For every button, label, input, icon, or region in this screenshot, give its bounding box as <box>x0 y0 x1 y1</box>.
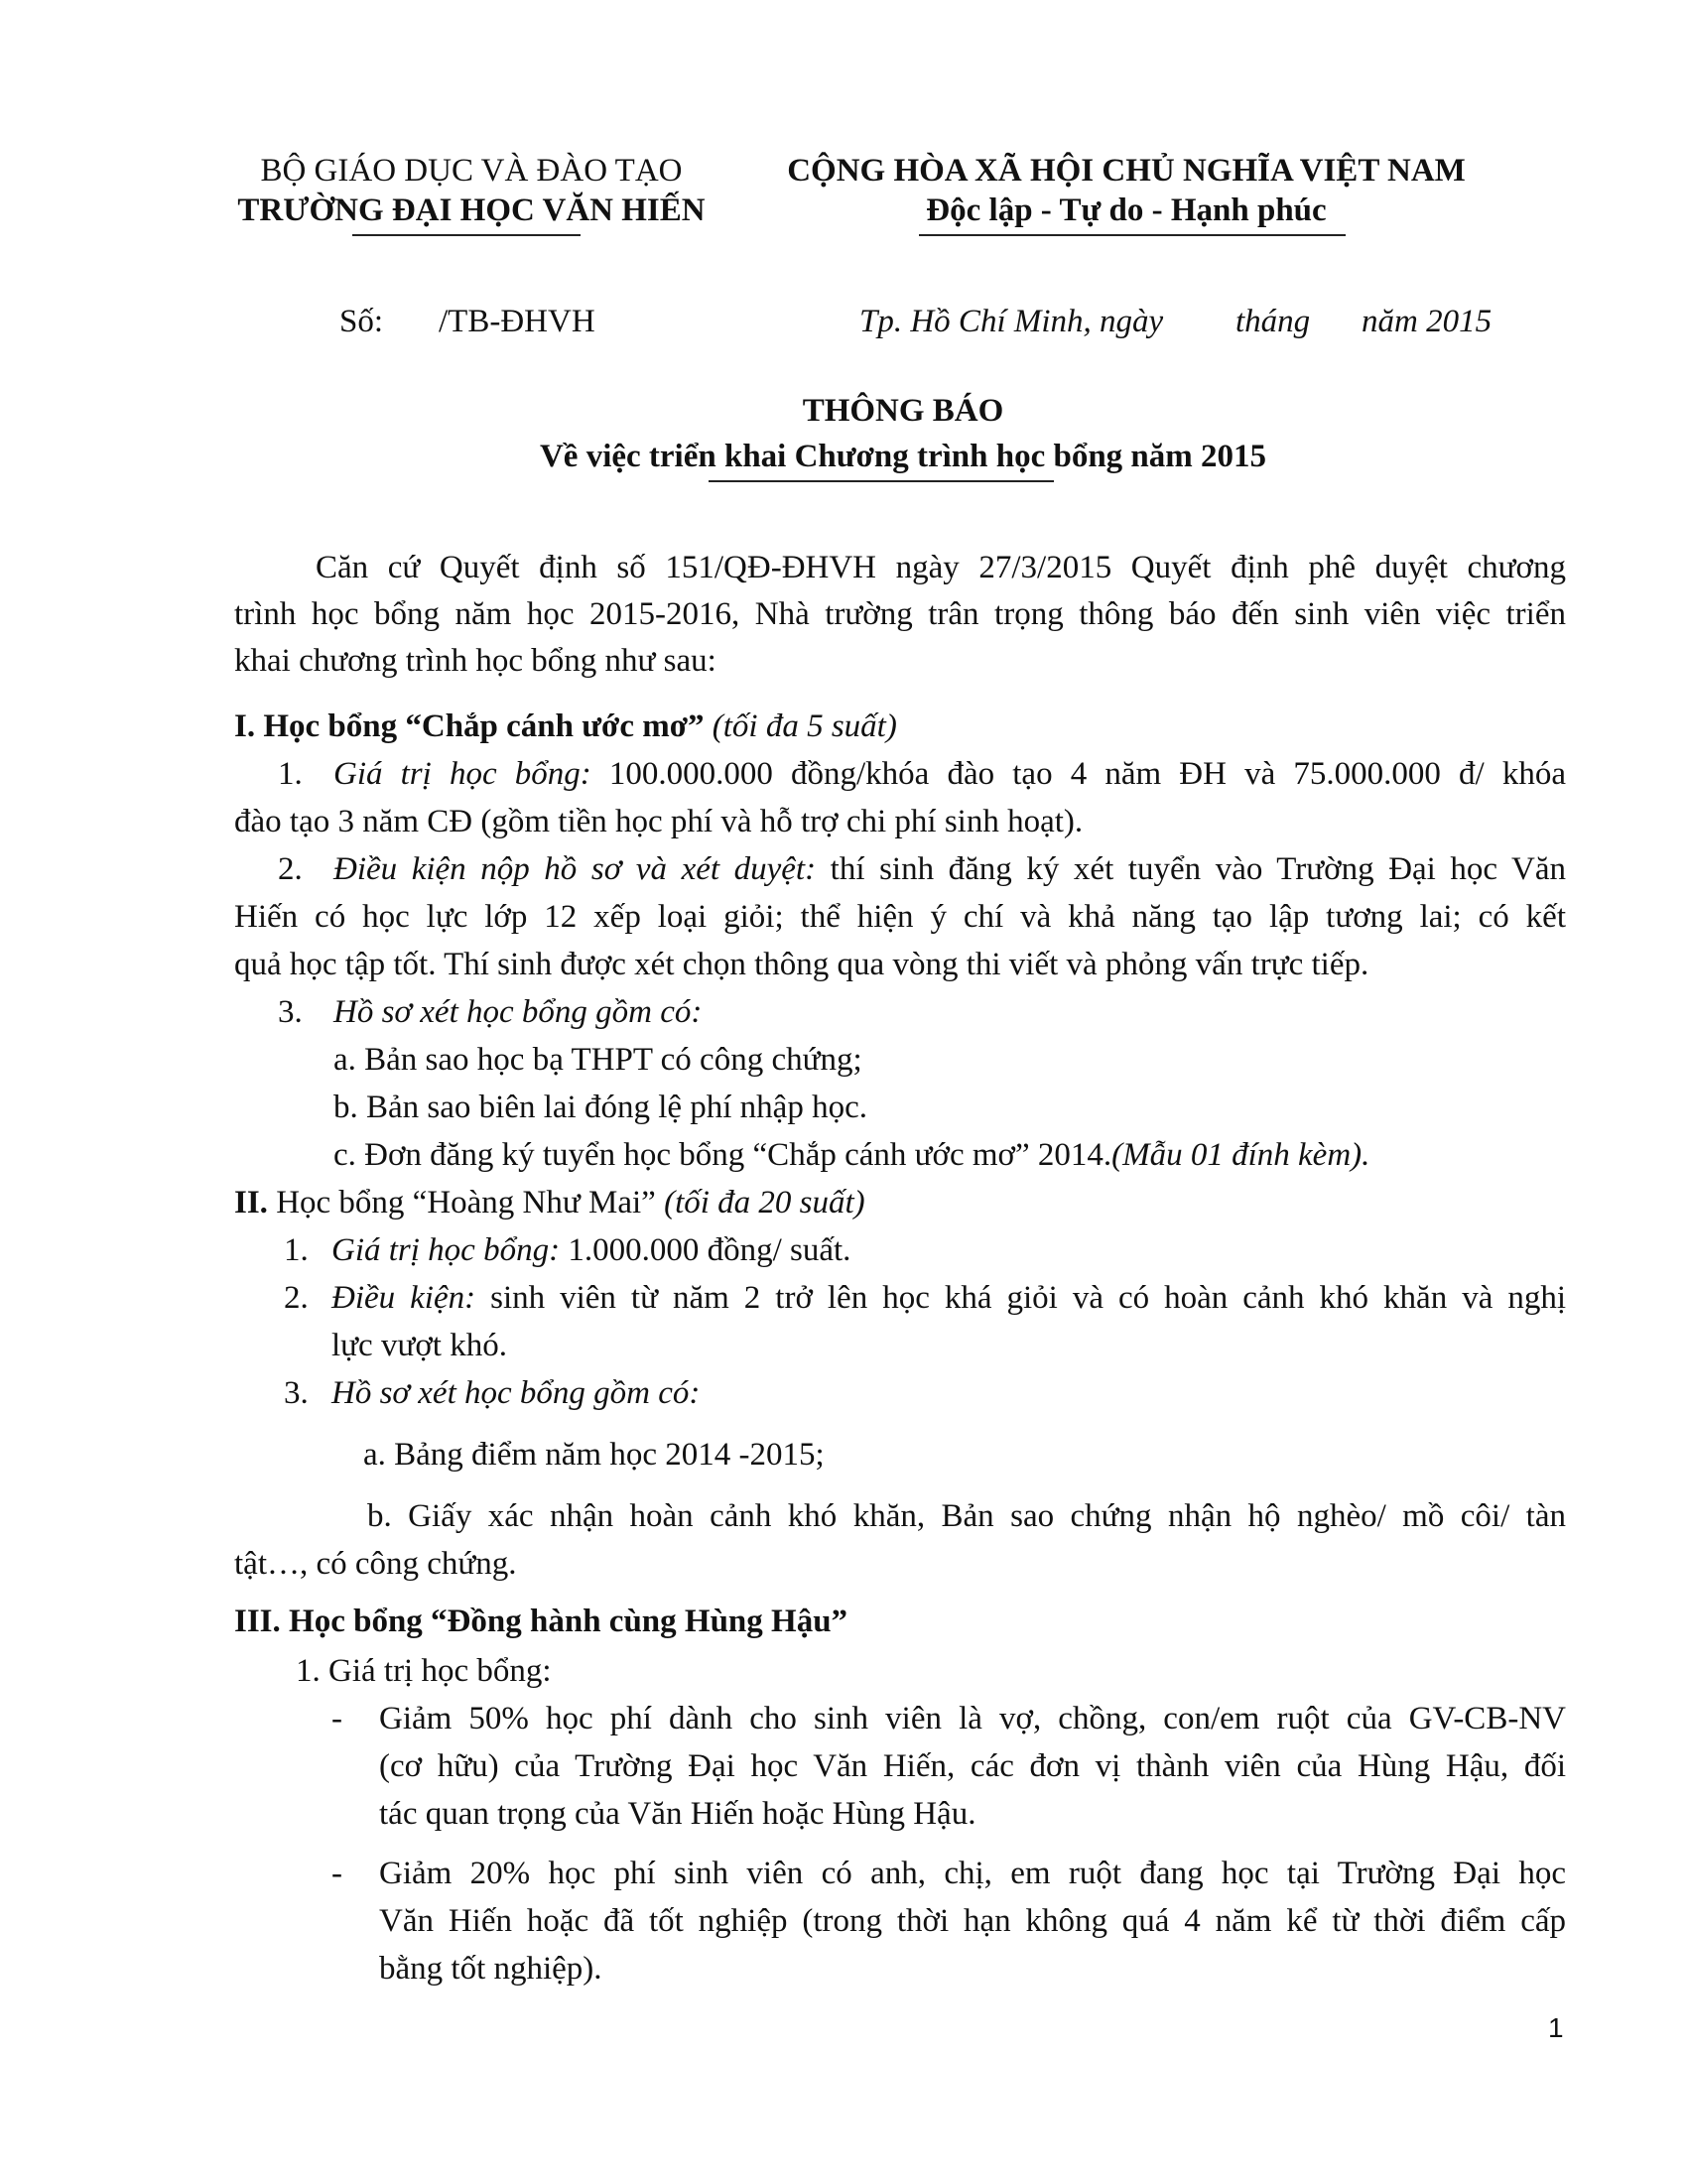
s2-item-1-label: Giá trị học bổng: <box>331 1232 561 1268</box>
s2-item-2-number: 2. <box>284 1280 309 1316</box>
s1-sub-c <box>333 1135 1369 1175</box>
s1-item-1-text: 100.000.000 đồng/khóa đào tạo 4 năm ĐH và 75.000.000 đ/ khóa <box>608 756 1566 792</box>
s2-item-1 <box>331 1230 850 1270</box>
s3-bullet-1-line-3: tác quan trọng của Văn Hiến hoặc Hùng Hậu. <box>379 1796 976 1832</box>
s1-item-1-line-1 <box>333 754 1566 794</box>
section-1-note: (tối đa 5 suất) <box>712 708 897 744</box>
s1-item-1-label: Giá trị học bổng: <box>333 756 591 792</box>
motto: Độc lập - Tự do - Hạnh phúc <box>926 193 1327 228</box>
s2-item-3-label: Hồ sơ xét học bổng gồm có: <box>331 1375 701 1411</box>
s3-bullet-2-line-2: Văn Hiến hoặc đã tốt nghiệp (trong thời hạn không quá 4 năm kể từ thời điểm cấp <box>379 1903 1566 1939</box>
s1-item-3-number: 3. <box>278 994 303 1030</box>
section-3-title: Học bổng “Đồng hành cùng Hùng Hậu” <box>289 1604 848 1639</box>
doc-number-code: /TB-ĐHVH <box>439 304 595 339</box>
place-date: Tp. Hồ Chí Minh, ngày <box>859 304 1164 339</box>
ministry-name: BỘ GIÁO DỤC VÀ ĐÀO TẠO <box>260 153 683 189</box>
s2-item-3-number: 3. <box>284 1375 309 1411</box>
intro-line-2: trình học bổng năm học 2015-2016, Nhà trường trân trọng thông báo đến sinh viên việc triển <box>234 596 1566 632</box>
title-underline <box>709 480 1054 482</box>
s2-item-2-text: sinh viên từ năm 2 trở lên học khá giỏi và có hoàn cảnh khó khăn và nghị <box>490 1280 1567 1316</box>
section-3-number: III. <box>234 1604 281 1639</box>
s1-item-2-label: Điều kiện nộp hồ sơ và xét duyệt: <box>333 851 817 887</box>
s2-sub-a: a. Bảng điểm năm học 2014 -2015; <box>363 1437 825 1473</box>
s3-item-1: 1. Giá trị học bổng: <box>296 1653 552 1689</box>
section-1-title: Học bổng “Chắp cánh ước mơ” <box>263 708 705 744</box>
s1-sub-c-note: (Mẫu 01 đính kèm). <box>1111 1137 1370 1173</box>
school-underline <box>352 234 581 236</box>
motto-underline <box>919 234 1346 236</box>
intro-line-3: khai chương trình học bổng như sau: <box>234 643 716 679</box>
date-year: năm 2015 <box>1362 304 1493 339</box>
s2-sub-b-line-1: b. Giấy xác nhận hoàn cảnh khó khăn, Bản sao chứng nhận hộ nghèo/ mồ côi/ tàn <box>367 1498 1566 1534</box>
doc-subtitle: Về việc triển khai Chương trình học bổng năm 2015 <box>539 439 1267 474</box>
s2-item-2-label: Điều kiện: <box>331 1280 476 1316</box>
section-2-title: Học bổng “Hoàng Như Mai” <box>276 1185 656 1220</box>
s1-sub-c-text: c. Đơn đăng ký tuyển học bổng “Chắp cánh ước mơ” 2014. <box>333 1137 1112 1173</box>
s3-bullet-2-line-1: Giảm 20% học phí sinh viên có anh, chị, em ruột đang học tại Trường Đại học <box>379 1856 1566 1891</box>
s1-item-2-number: 2. <box>278 851 303 887</box>
section-2-heading <box>234 1183 865 1222</box>
section-1-heading <box>234 707 897 746</box>
date-month: tháng <box>1235 304 1311 339</box>
s2-item-1-number: 1. <box>284 1232 309 1268</box>
s2-item-2-line-2: lực vượt khó. <box>331 1328 507 1363</box>
doc-title: THÔNG BÁO <box>802 393 1004 429</box>
s3-bullet-2-line-3: bằng tốt nghiệp). <box>379 1951 602 1987</box>
section-3-heading <box>234 1602 847 1641</box>
section-2-note: (tối đa 20 suất) <box>664 1185 865 1220</box>
s1-item-3-label: Hồ sơ xét học bổng gồm có: <box>333 994 703 1030</box>
section-1-number: I. <box>234 708 256 744</box>
s3-dash-1: - <box>331 1701 342 1736</box>
s1-item-1-line-2: đào tạo 3 năm CĐ (gồm tiền học phí và hỗ trợ chi phí sinh hoạt). <box>234 804 1084 839</box>
s2-item-1-text: 1.000.000 đồng/ suất. <box>568 1232 851 1268</box>
s2-sub-b-line-2: tật…, có công chứng. <box>234 1546 517 1582</box>
section-2-number: II. <box>234 1185 268 1220</box>
doc-number-label: Số: <box>339 304 384 339</box>
s2-item-2-line-1 <box>331 1278 1566 1318</box>
s1-sub-b: b. Bản sao biên lai đóng lệ phí nhập học. <box>333 1090 867 1125</box>
s1-sub-a: a. Bản sao học bạ THPT có công chứng; <box>333 1042 862 1078</box>
s3-dash-2: - <box>331 1856 342 1891</box>
s1-item-2-text: thí sinh đăng ký xét tuyển vào Trường Đại học Văn <box>830 851 1567 887</box>
s1-item-2-line-2: Hiến có học lực lớp 12 xếp loại giỏi; thể hiện ý chí và khả năng tạo lập tương lai; có kết <box>234 899 1566 935</box>
s1-item-1-number: 1. <box>278 756 303 792</box>
country-name: CỘNG HÒA XÃ HỘI CHỦ NGHĨA VIỆT NAM <box>787 153 1466 189</box>
intro-line-1: Căn cứ Quyết định số 151/QĐ-ĐHVH ngày 27/3/2015 Quyết định phê duyệt chương <box>316 550 1566 585</box>
school-name: TRƯỜNG ĐẠI HỌC VĂN HIẾN <box>237 193 706 228</box>
page-number: 1 <box>1548 2012 1564 2043</box>
s3-bullet-1-line-1: Giảm 50% học phí dành cho sinh viên là vợ, chồng, con/em ruột của GV-CB-NV <box>379 1701 1566 1736</box>
s1-item-2-line-3: quả học tập tốt. Thí sinh được xét chọn thông qua vòng thi viết và phỏng vấn trực tiếp. <box>234 947 1369 982</box>
s3-bullet-1-line-2: (cơ hữu) của Trường Đại học Văn Hiến, các đơn vị thành viên của Hùng Hậu, đối <box>379 1748 1566 1784</box>
s1-item-2-line-1 <box>333 849 1566 889</box>
